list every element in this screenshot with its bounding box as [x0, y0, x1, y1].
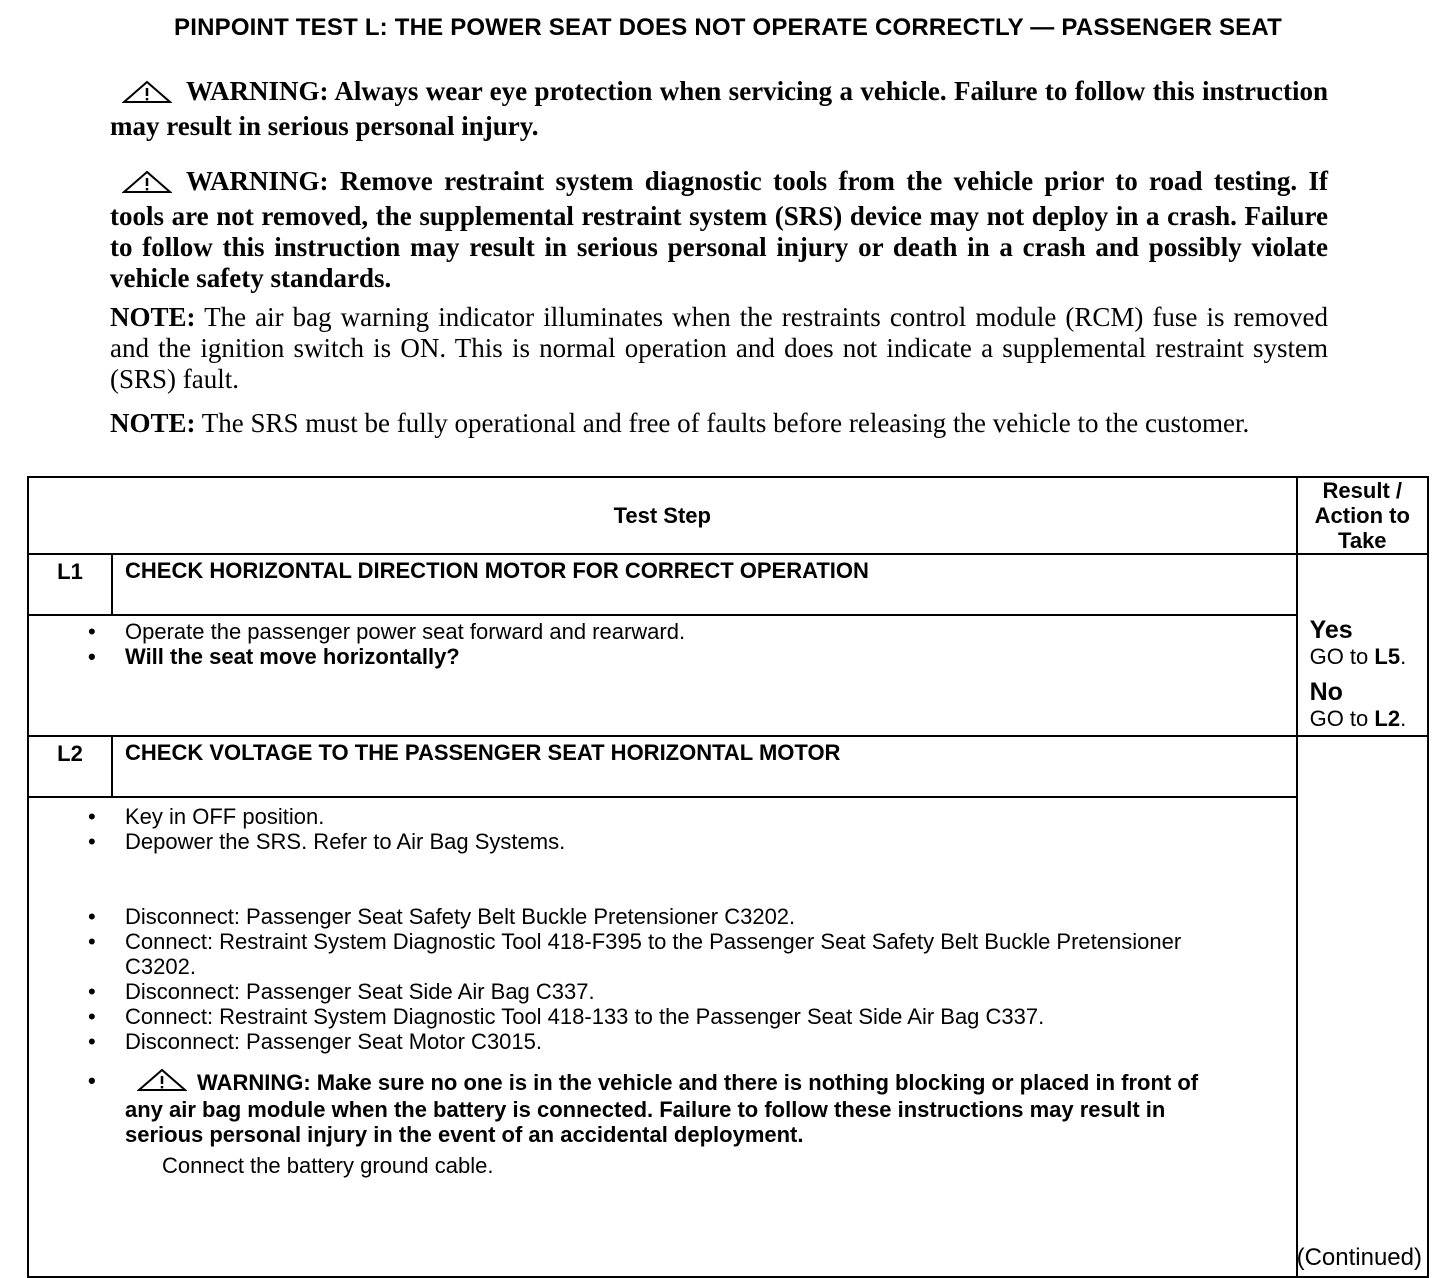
list-item: • Disconnect: Passenger Seat Side Air Bag C337. — [125, 979, 1256, 1004]
result-yes-label: Yes — [1309, 616, 1353, 644]
step-body — [28, 797, 1297, 1277]
warning-eye-protection — [110, 76, 1328, 142]
warning-triangle-icon — [137, 1068, 187, 1097]
list-item: • Disconnect: Passenger Seat Motor C3015. — [125, 1029, 1256, 1054]
warning-text: WARNING: Remove restraint system diagnostic tools from the vehicle prior to road testing. If tools are not removed, the supplemental restraint system (SRS) device may not deploy in a crash. Failure to follow this instruction may result in serious personal injury or death in a crash and possibly violate vehicle safety standards. — [110, 166, 1328, 293]
list-item: • Operate the passenger power seat forward and rearward. — [125, 619, 1256, 644]
note-text: The SRS must be fully operational and free of faults before releasing the vehicle to the customer. — [195, 408, 1250, 438]
step-body — [28, 615, 1297, 736]
continued-label: (Continued) — [1296, 1244, 1422, 1271]
list-item: • Disconnect: Passenger Seat Safety Belt Buckle Pretensioner C3202. — [125, 904, 1256, 929]
list-item: • Connect: Restraint System Diagnostic Tool 418-F395 to the Passenger Seat Safety Belt Buckle Pretensioner C3202. — [125, 929, 1256, 979]
header-test-step: Test Step — [28, 477, 1297, 554]
note-label: NOTE: — [110, 302, 196, 332]
pinpoint-test-table — [27, 476, 1429, 1278]
warning-text: WARNING: Always wear eye protection when servicing a vehicle. Failure to follow this instruction may result in serious personal injury. — [110, 76, 1328, 141]
warning-text: WARNING: Make sure no one is in the vehicle and there is nothing blocking or placed in front of any air bag module when the battery is connected. Failure to follow these instructions may result in serious personal injury in the event of an accidental deployment. — [125, 1070, 1199, 1147]
list-item: • Connect: Restraint System Diagnostic Tool 418-133 to the Passenger Seat Side Air Bag C337. — [125, 1004, 1256, 1029]
warning-triangle-icon — [122, 80, 172, 111]
result-no-label: No — [1309, 678, 1343, 706]
page-title: PINPOINT TEST L: THE POWER SEAT DOES NOT OPERATE CORRECTLY — PASSENGER SEAT — [174, 14, 1282, 41]
list-item — [125, 1068, 1236, 1147]
list-item: • Key in OFF position. — [125, 804, 1256, 829]
step-l2-results — [1297, 736, 1428, 1277]
step-l1-results — [1297, 554, 1428, 736]
note-text: The air bag warning indicator illuminates when the restraints control module (RCM) fuse is removed and the ignition switch is ON. This is normal operation and does not indicate a supplemental restraint system (SRS) fault. — [110, 302, 1328, 394]
note-srs-operational — [110, 408, 1328, 439]
list-item: • Will the seat move horizontally? — [125, 644, 1256, 669]
warning-restraint-tools — [110, 166, 1328, 294]
step-l1-title-row — [28, 554, 1428, 615]
step-l2-title-row — [28, 736, 1428, 797]
step-id: L2 — [28, 736, 112, 797]
step-title: CHECK VOLTAGE TO THE PASSENGER SEAT HORIZONTAL MOTOR — [112, 736, 1297, 797]
step-l2-body-row — [28, 797, 1428, 1277]
step-instruction: Connect the battery ground cable. — [162, 1153, 494, 1178]
step-l1-body-row — [28, 615, 1428, 736]
step-bullet-list — [29, 854, 1296, 1054]
table-header-row — [28, 477, 1428, 554]
step-bullet-list — [29, 616, 1296, 669]
list-item: • Depower the SRS. Refer to Air Bag Systems. — [125, 829, 1256, 854]
step-bullet-list — [29, 798, 1296, 854]
step-id: L1 — [28, 554, 112, 615]
result-no-action: GO to L2. — [1309, 706, 1407, 731]
note-airbag-indicator — [110, 302, 1328, 395]
warning-triangle-icon — [122, 170, 172, 201]
result-yes-action: GO to L5. — [1309, 644, 1407, 669]
step-warning-list — [29, 1054, 1296, 1147]
header-result-action: Result / Action to Take — [1297, 477, 1428, 554]
note-label: NOTE: — [110, 408, 196, 438]
step-title: CHECK HORIZONTAL DIRECTION MOTOR FOR CORRECT OPERATION — [112, 554, 1297, 615]
